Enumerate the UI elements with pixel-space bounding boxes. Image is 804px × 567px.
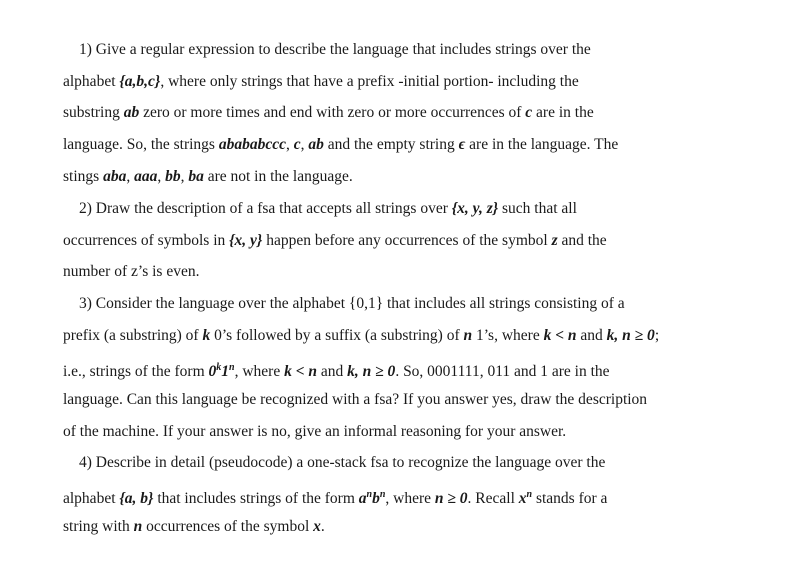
q3-number: 3) bbox=[79, 295, 92, 312]
q1-line-2 bbox=[63, 71, 579, 93]
text-run: substring bbox=[63, 104, 124, 121]
q4-number: 4) bbox=[79, 454, 92, 471]
text-run: string with bbox=[63, 518, 134, 535]
q3-line-1 bbox=[79, 293, 625, 315]
text-run: prefix (a substring) of bbox=[63, 327, 203, 344]
text-run: and bbox=[576, 327, 607, 344]
math-term: k, n ≥ 0 bbox=[606, 327, 655, 344]
text-run: , bbox=[180, 168, 189, 185]
text-run: occurrences of symbols in bbox=[63, 232, 230, 249]
text-run: 1’s, where bbox=[472, 327, 544, 344]
text-run: . bbox=[320, 518, 325, 535]
text-run: that includes strings of the form bbox=[153, 490, 359, 507]
text-run: Give a regular expression to describe the language that includes strings over the bbox=[95, 41, 591, 58]
math-term: 1 bbox=[221, 363, 230, 380]
text-run: Consider the language over the alphabet {0,1} that includes all strings consisting of a bbox=[95, 295, 625, 312]
text-run: and the bbox=[557, 232, 607, 249]
text-run: , where bbox=[234, 363, 285, 380]
text-run: , where only strings that have a prefix -initial portion- including the bbox=[160, 73, 579, 90]
math-term: {x, y} bbox=[229, 232, 263, 249]
math-term: c bbox=[293, 136, 301, 153]
math-term: abababccc bbox=[218, 136, 286, 153]
text-run: . So, 0001111, 011 and 1 are in the bbox=[395, 363, 610, 380]
math-term: k < n bbox=[284, 363, 318, 380]
math-term: n ≥ 0 bbox=[434, 490, 468, 507]
q4-line-1 bbox=[79, 452, 605, 474]
text-run: stands for a bbox=[532, 490, 608, 507]
math-term: c bbox=[525, 104, 533, 121]
math-term: k, n ≥ 0 bbox=[347, 363, 396, 380]
text-run: are in the language. The bbox=[465, 136, 619, 153]
q2-line-1 bbox=[79, 198, 577, 220]
math-term: x bbox=[313, 518, 321, 535]
text-run: , bbox=[300, 136, 309, 153]
math-term: {x, y, z} bbox=[451, 200, 499, 217]
math-term: a bbox=[358, 490, 367, 507]
math-term: n bbox=[379, 489, 386, 500]
text-run: occurrences of the symbol bbox=[142, 518, 314, 535]
text-run: 0’s followed by a suffix (a substring) of bbox=[210, 327, 464, 344]
text-run: number of z’s is even. bbox=[63, 263, 200, 280]
text-run: of the machine. If your answer is no, give an informal reasoning for your answer. bbox=[63, 423, 567, 440]
text-run: Describe in detail (pseudocode) a one-stack fsa to recognize the language over the bbox=[95, 454, 606, 471]
math-term: ab bbox=[123, 104, 140, 121]
math-term: {a,b,c} bbox=[119, 73, 161, 90]
text-run: alphabet bbox=[63, 490, 120, 507]
q1-line-4 bbox=[63, 134, 618, 156]
math-term: k < n bbox=[543, 327, 577, 344]
math-term: n bbox=[229, 362, 235, 373]
text-run: Draw the description of a fsa that accepts all strings over bbox=[95, 200, 452, 217]
text-run: are in the bbox=[532, 104, 594, 121]
q1-line-5 bbox=[63, 166, 353, 188]
q3-line-5 bbox=[63, 421, 566, 443]
text-run: such that all bbox=[498, 200, 577, 217]
text-run: alphabet bbox=[63, 73, 120, 90]
text-run: and bbox=[317, 363, 348, 380]
text-run: , bbox=[126, 168, 135, 185]
q2-line-3 bbox=[63, 261, 199, 283]
math-term: aba bbox=[103, 168, 127, 185]
math-term: n bbox=[526, 489, 533, 500]
q4-line-2 bbox=[63, 484, 607, 510]
math-term: n bbox=[366, 489, 373, 500]
math-term: aaa bbox=[134, 168, 158, 185]
q1-number: 1) bbox=[79, 41, 92, 58]
math-term: k bbox=[216, 362, 222, 373]
text-run: zero or more times and end with zero or more occurrences of bbox=[139, 104, 526, 121]
q2-number: 2) bbox=[79, 200, 92, 217]
math-term: ϵ bbox=[458, 136, 466, 153]
math-term: ba bbox=[188, 168, 204, 185]
math-term: n bbox=[463, 327, 473, 344]
math-term: bb bbox=[165, 168, 181, 185]
text-run: stings bbox=[63, 168, 104, 185]
text-run: , bbox=[157, 168, 166, 185]
text-run: language. So, the strings bbox=[63, 136, 219, 153]
math-term: b bbox=[372, 490, 380, 507]
q3-line-2 bbox=[63, 325, 659, 347]
text-run: i.e., strings of the form bbox=[63, 363, 209, 380]
q3-line-4 bbox=[63, 389, 647, 411]
q4-line-3 bbox=[63, 516, 325, 538]
text-run: . Recall bbox=[467, 490, 519, 507]
text-run: are not in the language. bbox=[203, 168, 353, 185]
text-run: ; bbox=[654, 327, 660, 344]
math-term: {a, b} bbox=[119, 490, 154, 507]
text-run: language. Can this language be recognized with a fsa? If you answer yes, draw the description bbox=[63, 391, 648, 408]
math-term: k bbox=[202, 327, 211, 344]
math-term: z bbox=[551, 232, 558, 249]
math-term: n bbox=[133, 518, 143, 535]
math-term: 0 bbox=[208, 363, 217, 380]
q2-line-2 bbox=[63, 230, 607, 252]
math-term: ab bbox=[308, 136, 324, 153]
text-run: , bbox=[285, 136, 294, 153]
q3-line-3 bbox=[63, 357, 610, 383]
q1-line-3 bbox=[63, 102, 594, 124]
math-term: x bbox=[518, 490, 527, 507]
q1-line-1 bbox=[79, 39, 591, 61]
text-run: happen before any occurrences of the symbol bbox=[262, 232, 552, 249]
text-run: and the empty string bbox=[323, 136, 459, 153]
text-run: , where bbox=[385, 490, 435, 507]
